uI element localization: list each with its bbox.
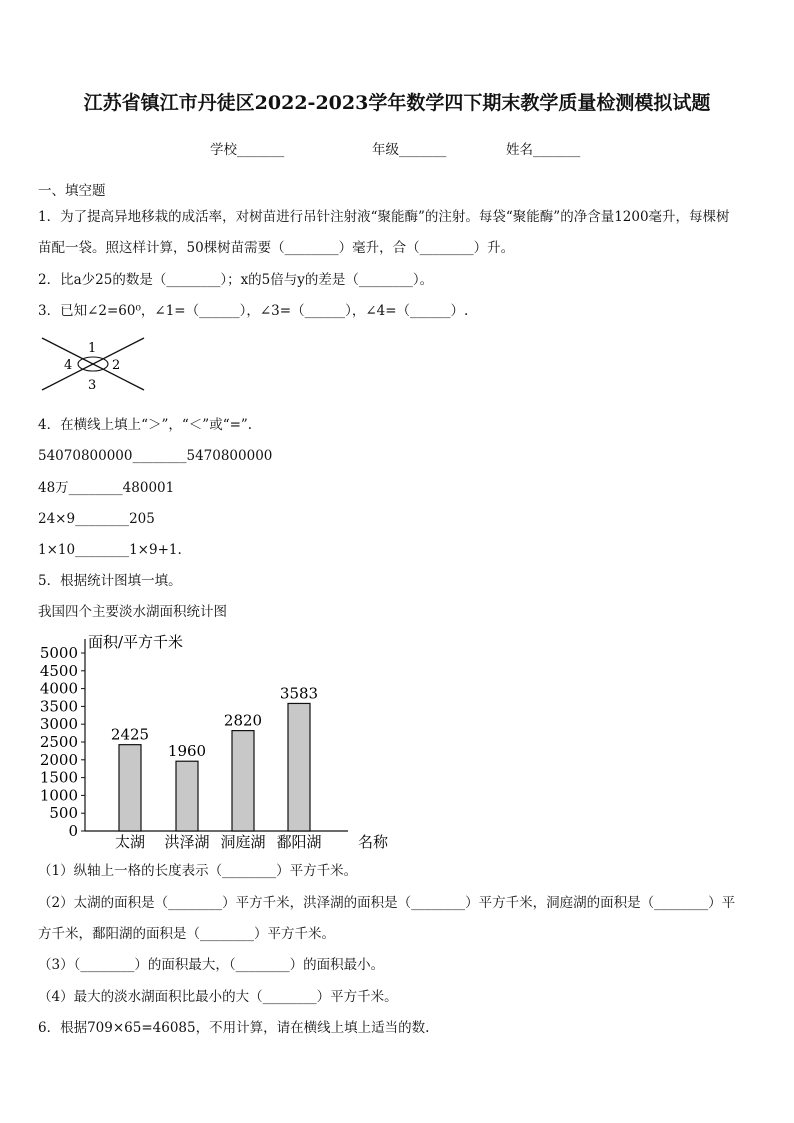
bar-value-label: 2820 <box>223 711 263 730</box>
question-4-item-3: 24×9________205 <box>38 511 155 527</box>
question-5-sub-3: （3）（________）的面积最大，（________）的面积最小。 <box>38 957 385 973</box>
bar <box>176 761 198 831</box>
y-tick-label: 0 <box>68 822 78 840</box>
y-tick-label: 3000 <box>39 715 78 734</box>
angle-label-3: 3 <box>88 378 97 393</box>
y-tick-label: 4000 <box>39 679 78 698</box>
y-tick-label: 1500 <box>39 768 78 787</box>
bar-value-label: 1960 <box>167 742 207 761</box>
y-axis-label: 面积/平方千米 <box>88 633 184 651</box>
question-5-sub-4: （4）最大的淡水湖面积比最小的大（________）平方千米。 <box>38 989 398 1005</box>
question-1-line-1: 1．为了提高异地移栽的成活率，对树苗进行吊针注射液“聚能酶”的注射。每袋“聚能酶”的净含量1200毫升，每棵树 <box>38 209 730 225</box>
category-label: 鄱阳湖 <box>276 833 322 851</box>
angle-label-1: 1 <box>88 341 97 356</box>
section-heading-fill-blank: 一、填空题 <box>38 183 106 199</box>
y-tick-label: 500 <box>49 804 78 823</box>
category-label: 太湖 <box>114 833 146 851</box>
question-6: 6．根据709×65=46085，不用计算，请在横线上填上适当的数. <box>38 1020 430 1036</box>
name-field: 姓名_______ <box>506 142 581 158</box>
category-label: 洞庭湖 <box>220 833 266 851</box>
school-field: 学校_______ <box>210 142 285 158</box>
angle-label-2: 2 <box>112 358 121 373</box>
grade-field: 年级_______ <box>372 142 447 158</box>
question-4: 4．在横线上填上“＞”，“＜”或“=”. <box>38 417 253 433</box>
question-5-sub-1: （1）纵轴上一格的长度表示（________）平方千米。 <box>38 863 358 879</box>
question-4-item-4: 1×10________1×9+1. <box>38 542 182 558</box>
y-tick-label: 4500 <box>39 661 78 680</box>
question-5: 5．根据统计图填一填。 <box>38 573 182 589</box>
bar <box>288 703 310 831</box>
angle-diagram <box>38 334 150 394</box>
bar-value-label: 3583 <box>279 684 319 703</box>
question-4-item-1: 54070800000________5470800000 <box>38 448 273 464</box>
question-1-line-2: 苗配一袋。照这样计算，50棵树苗需要（________）毫升，合（________）升。 <box>38 240 515 256</box>
question-2: 2．比a少25的数是（________）；x的5倍与y的差是（________）。 <box>38 272 434 288</box>
y-tick-label: 3500 <box>39 697 78 716</box>
question-5-sub-2-line-1: （2）太湖的面积是（________）平方千米，洪泽湖的面积是（________）平方千米，洞庭湖的面积是（________）平 <box>38 895 736 911</box>
page-title: 江苏省镇江市丹徒区2022-2023学年数学四下期末教学质量检测模拟试题 <box>83 92 711 114</box>
question-4-item-2: 48万________480001 <box>38 480 175 496</box>
y-tick-label: 2000 <box>39 750 78 769</box>
x-axis-label: 名称 <box>358 833 389 851</box>
category-label: 洪泽湖 <box>164 833 210 851</box>
bar <box>119 745 141 831</box>
y-tick-label: 5000 <box>39 644 78 662</box>
lake-area-bar-chart <box>30 625 400 855</box>
chart-title: 我国四个主要淡水湖面积统计图 <box>38 604 227 620</box>
y-tick-label: 2500 <box>39 733 78 751</box>
question-3: 3．已知∠2=60⁰，∠1=（______），∠3=（______），∠4=（______）. <box>38 303 469 319</box>
bar-value-label: 2425 <box>110 725 150 744</box>
angle-label-4: 4 <box>64 358 73 373</box>
bar <box>232 731 254 831</box>
question-5-sub-2-line-2: 方千米，鄱阳湖的面积是（________）平方千米。 <box>38 926 335 942</box>
y-tick-label: 1000 <box>39 786 78 805</box>
